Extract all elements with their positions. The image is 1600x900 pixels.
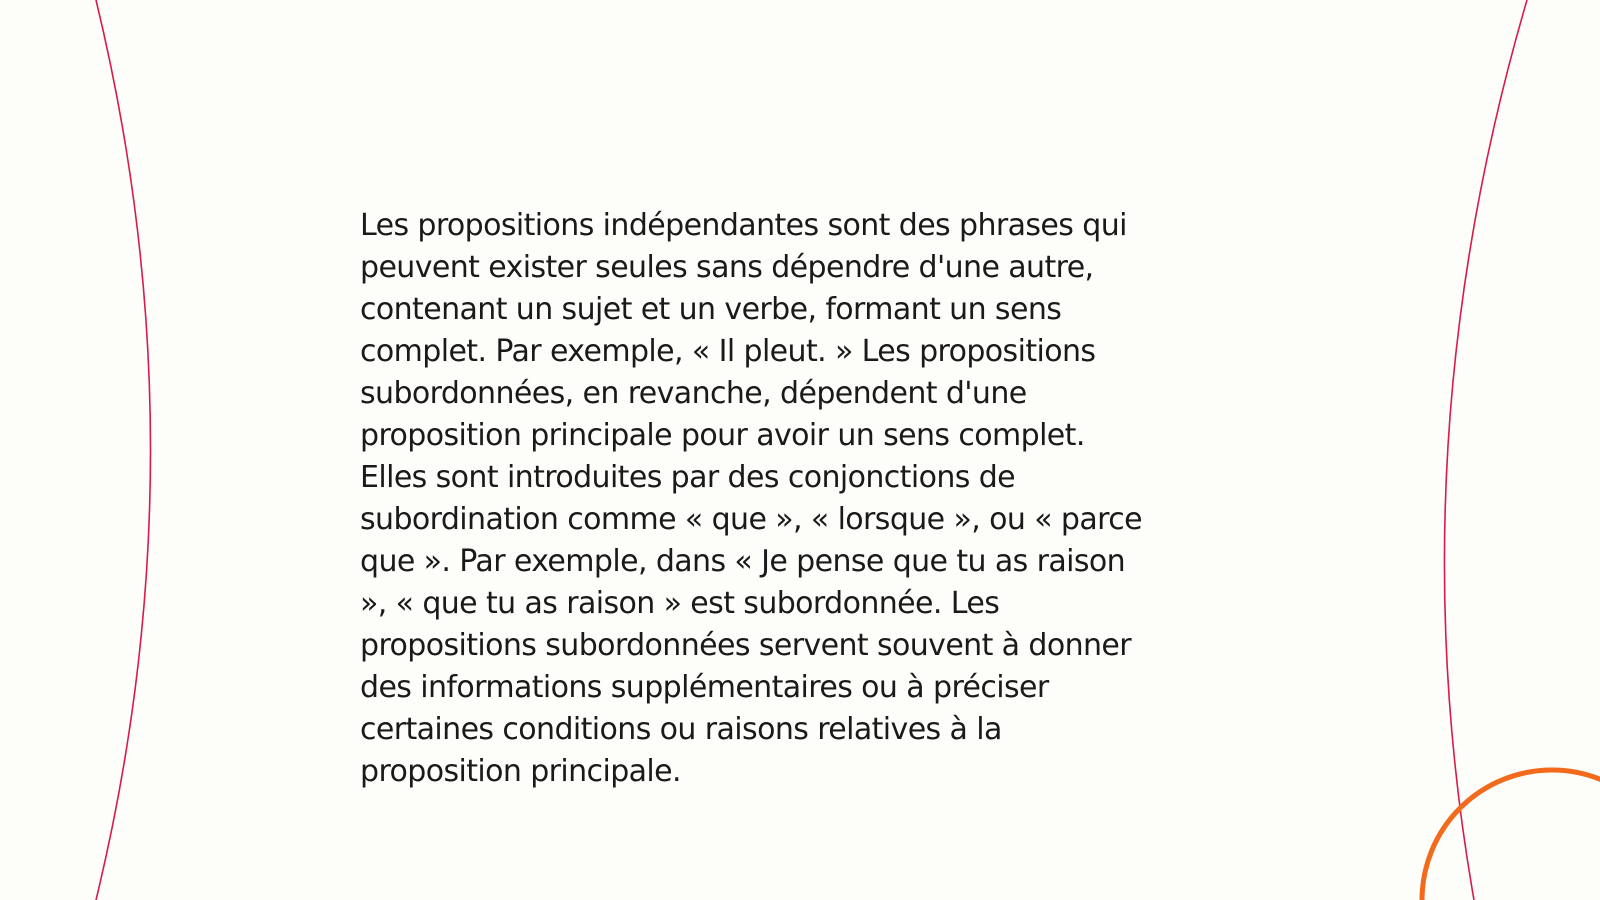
right-curved-line	[1444, 0, 1527, 900]
body-paragraph: Les propositions indépendantes sont des phrases qui peuvent exister seules sans dépendre d'une autre, contenant un sujet et un verbe, formant un sens complet. Par exemple, « Il pleut. » Les propositions subordonnées, en revanche, dépendent d'une proposition principale pour avoir un sens complet. Elles sont introduites par des conjonctions de subordination comme « que », « lorsque », ou « parce que ». Par exemple, dans « Je pense que tu as raison », « que tu as raison » est subordonnée. Les propositions subordonnées servent souvent à donner des informations supplémentaires ou à préciser certaines conditions ou raisons relatives à la proposition principale.	[360, 208, 1142, 789]
orange-circle-outline	[1422, 770, 1600, 900]
left-curved-line	[96, 0, 151, 900]
